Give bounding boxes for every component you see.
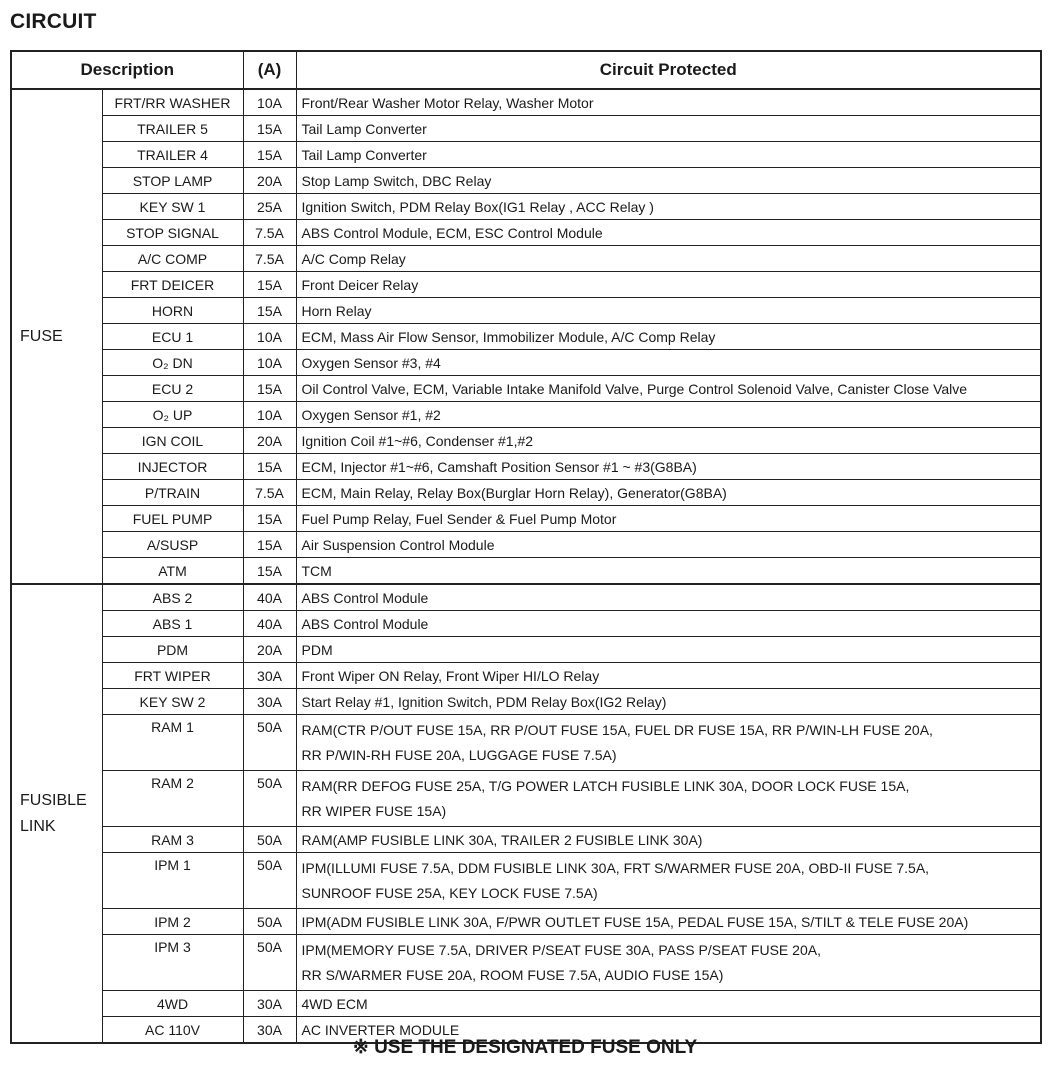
fuse-name: ECU 2	[102, 376, 243, 402]
fuse-ampere: 30A	[243, 991, 296, 1017]
table-row	[11, 991, 1041, 1017]
fuse-ampere: 7.5A	[243, 220, 296, 246]
table-row	[11, 715, 1041, 771]
page-title: CIRCUIT	[10, 10, 97, 33]
table-row	[11, 142, 1041, 168]
circuit-line: ABS Control Module	[301, 615, 429, 632]
circuit-line: 4WD ECM	[301, 995, 368, 1012]
circuit-line: RAM(AMP FUSIBLE LINK 30A, TRAILER 2 FUSIBLE LINK 30A)	[301, 831, 703, 848]
fuse-name: O₂ UP	[102, 402, 243, 428]
circuit-protected	[296, 827, 1041, 853]
header-description: Description	[11, 51, 243, 89]
fuse-ampere: 15A	[243, 142, 296, 168]
circuit-line: Oxygen Sensor #3, #4	[301, 354, 441, 371]
group-label: LINK	[20, 817, 56, 835]
table-row	[11, 853, 1041, 909]
circuit-protected	[296, 532, 1041, 558]
circuit-protected	[296, 991, 1041, 1017]
table-row	[11, 116, 1041, 142]
circuit-line: SUNROOF FUSE 25A, KEY LOCK FUSE 7.5A)	[301, 884, 598, 901]
circuit-line: Fuel Pump Relay, Fuel Sender & Fuel Pump Motor	[301, 510, 617, 527]
fuse-name: A/C COMP	[102, 246, 243, 272]
circuit-line: Stop Lamp Switch, DBC Relay	[301, 172, 492, 189]
fuse-name: FRT DEICER	[102, 272, 243, 298]
circuit-protected	[296, 402, 1041, 428]
fuse-name: A/SUSP	[102, 532, 243, 558]
table-row	[11, 689, 1041, 715]
circuit-line: RR S/WARMER FUSE 20A, ROOM FUSE 7.5A, AUDIO FUSE 15A)	[301, 966, 724, 983]
fuse-name: TRAILER 4	[102, 142, 243, 168]
fuse-name: KEY SW 1	[102, 194, 243, 220]
fuse-ampere: 15A	[243, 506, 296, 532]
table-row	[11, 324, 1041, 350]
circuit-line: ABS Control Module, ECM, ESC Control Module	[301, 224, 603, 241]
circuit-protected	[296, 935, 1041, 991]
fuse-name: IPM 1	[102, 853, 243, 909]
fuse-ampere: 10A	[243, 402, 296, 428]
fuse-name: RAM 3	[102, 827, 243, 853]
table-row	[11, 376, 1041, 402]
fuse-ampere: 30A	[243, 689, 296, 715]
circuit-protected	[296, 246, 1041, 272]
circuit-line: ECM, Main Relay, Relay Box(Burglar Horn Relay), Generator(G8BA)	[301, 484, 727, 501]
fuse-ampere: 20A	[243, 637, 296, 663]
header-circuit-protected: Circuit Protected	[296, 51, 1041, 89]
circuit-protected	[296, 853, 1041, 909]
fuse-name: ECU 1	[102, 324, 243, 350]
fuse-ampere: 15A	[243, 376, 296, 402]
circuit-protected	[296, 298, 1041, 324]
circuit-line: Tail Lamp Converter	[301, 146, 427, 163]
fuse-name: IPM 3	[102, 935, 243, 991]
table-row	[11, 428, 1041, 454]
fuse-name: IPM 2	[102, 909, 243, 935]
circuit-line: RAM(RR DEFOG FUSE 25A, T/G POWER LATCH FUSIBLE LINK 30A, DOOR LOCK FUSE 15A,	[301, 777, 910, 794]
table-row	[11, 350, 1041, 376]
table-row	[11, 246, 1041, 272]
fuse-name: P/TRAIN	[102, 480, 243, 506]
circuit-line: Ignition Switch, PDM Relay Box(IG1 Relay , ACC Relay )	[301, 198, 654, 215]
fuse-ampere: 7.5A	[243, 480, 296, 506]
fuse-name: 4WD	[102, 991, 243, 1017]
circuit-protected	[296, 168, 1041, 194]
circuit-protected	[296, 715, 1041, 771]
fuse-ampere: 10A	[243, 324, 296, 350]
table-row	[11, 532, 1041, 558]
circuit-line: Tail Lamp Converter	[301, 120, 427, 137]
fuse-ampere: 15A	[243, 272, 296, 298]
fuse-name: ABS 1	[102, 611, 243, 637]
circuit-protected	[296, 142, 1041, 168]
fuse-name: AC 110V	[102, 1017, 243, 1044]
fuse-name: STOP LAMP	[102, 168, 243, 194]
circuit-protected	[296, 480, 1041, 506]
circuit-line: Front Wiper ON Relay, Front Wiper HI/LO Relay	[301, 667, 600, 684]
table-row	[11, 558, 1041, 585]
fuse-name: FUEL PUMP	[102, 506, 243, 532]
table-row	[11, 771, 1041, 827]
circuit-protected	[296, 771, 1041, 827]
fuse-ampere: 50A	[243, 827, 296, 853]
circuit-protected	[296, 428, 1041, 454]
circuit-protected	[296, 663, 1041, 689]
circuit-protected	[296, 454, 1041, 480]
circuit-line: RR WIPER FUSE 15A)	[301, 802, 447, 819]
circuit-line: ECM, Injector #1~#6, Camshaft Position Sensor #1 ~ #3(G8BA)	[301, 458, 697, 475]
fuse-name: O₂ DN	[102, 350, 243, 376]
circuit-line: Front/Rear Washer Motor Relay, Washer Motor	[301, 94, 594, 111]
fuse-ampere: 50A	[243, 771, 296, 827]
fuse-name: KEY SW 2	[102, 689, 243, 715]
fuse-ampere: 25A	[243, 194, 296, 220]
circuit-protected	[296, 324, 1041, 350]
table-row	[11, 611, 1041, 637]
fuse-ampere: 50A	[243, 935, 296, 991]
table-row	[11, 402, 1041, 428]
fuse-ampere: 7.5A	[243, 246, 296, 272]
fuse-ampere: 30A	[243, 1017, 296, 1044]
table-row	[11, 168, 1041, 194]
fuse-ampere: 50A	[243, 853, 296, 909]
circuit-line: IPM(ADM FUSIBLE LINK 30A, F/PWR OUTLET FUSE 15A, PEDAL FUSE 15A, S/TILT & TELE FUSE 20A)	[301, 913, 969, 930]
circuit-line: PDM	[301, 641, 333, 658]
table-body	[11, 89, 1041, 1043]
fuse-ampere: 15A	[243, 532, 296, 558]
header-ampere: (A)	[243, 51, 296, 89]
fuse-name: TRAILER 5	[102, 116, 243, 142]
circuit-protected	[296, 637, 1041, 663]
circuit-line: IPM(MEMORY FUSE 7.5A, DRIVER P/SEAT FUSE 30A, PASS P/SEAT FUSE 20A,	[301, 941, 821, 958]
fuse-name: ATM	[102, 558, 243, 585]
circuit-protected	[296, 220, 1041, 246]
circuit-protected	[296, 506, 1041, 532]
fuse-name: STOP SIGNAL	[102, 220, 243, 246]
fuse-name: HORN	[102, 298, 243, 324]
circuit-line: A/C Comp Relay	[301, 250, 406, 267]
fuse-name: ABS 2	[102, 584, 243, 611]
table-row	[11, 89, 1041, 116]
table-row	[11, 194, 1041, 220]
fuse-ampere: 20A	[243, 428, 296, 454]
fuse-ampere: 10A	[243, 89, 296, 116]
fuse-ampere: 10A	[243, 350, 296, 376]
table-row	[11, 663, 1041, 689]
circuit-protected	[296, 558, 1041, 585]
fuse-ampere: 30A	[243, 663, 296, 689]
table-row	[11, 637, 1041, 663]
fuse-ampere: 15A	[243, 298, 296, 324]
circuit-line: RAM(CTR P/OUT FUSE 15A, RR P/OUT FUSE 15A, FUEL DR FUSE 15A, RR P/WIN-LH FUSE 20A,	[301, 721, 933, 738]
circuit-line: TCM	[301, 562, 332, 579]
circuit-line: Start Relay #1, Ignition Switch, PDM Relay Box(IG2 Relay)	[301, 693, 667, 710]
fuse-name: IGN COIL	[102, 428, 243, 454]
circuit-protected	[296, 272, 1041, 298]
table-row	[11, 220, 1041, 246]
circuit-line: ECM, Mass Air Flow Sensor, Immobilizer Module, A/C Comp Relay	[301, 328, 716, 345]
table-row	[11, 298, 1041, 324]
fuse-ampere: 15A	[243, 454, 296, 480]
table-row	[11, 480, 1041, 506]
table-row	[11, 272, 1041, 298]
fuse-name: RAM 2	[102, 771, 243, 827]
table-row	[11, 506, 1041, 532]
circuit-line: Horn Relay	[301, 302, 372, 319]
fuse-ampere: 40A	[243, 584, 296, 611]
fuse-ampere: 40A	[243, 611, 296, 637]
table-row	[11, 935, 1041, 991]
circuit-protected	[296, 194, 1041, 220]
circuit-line: Oil Control Valve, ECM, Variable Intake Manifold Valve, Purge Control Solenoid Valve, Canister Close Valve	[301, 380, 968, 397]
circuit-table	[10, 50, 1042, 1044]
fuse-ampere: 50A	[243, 909, 296, 935]
fuse-name: RAM 1	[102, 715, 243, 771]
fuse-ampere: 15A	[243, 116, 296, 142]
fuse-name: FRT/RR WASHER	[102, 89, 243, 116]
circuit-line: Ignition Coil #1~#6, Condenser #1,#2	[301, 432, 534, 449]
circuit-line: RR P/WIN-RH FUSE 20A, LUGGAGE FUSE 7.5A)	[301, 746, 617, 763]
circuit-protected	[296, 584, 1041, 611]
fuse-ampere: 20A	[243, 168, 296, 194]
circuit-protected	[296, 376, 1041, 402]
fuse-name: INJECTOR	[102, 454, 243, 480]
circuit-protected	[296, 611, 1041, 637]
table-row	[11, 827, 1041, 853]
fuse-name: PDM	[102, 637, 243, 663]
table-header-row	[11, 51, 1041, 89]
group-fusible-link	[11, 584, 102, 1043]
circuit-protected	[296, 909, 1041, 935]
circuit-protected	[296, 350, 1041, 376]
circuit-line: Oxygen Sensor #1, #2	[301, 406, 441, 423]
circuit-protected	[296, 89, 1041, 116]
circuit-line: Front Deicer Relay	[301, 276, 419, 293]
table-row	[11, 909, 1041, 935]
fuse-ampere: 50A	[243, 715, 296, 771]
circuit-protected	[296, 116, 1041, 142]
group-fuse	[11, 89, 102, 584]
fuse-name: FRT WIPER	[102, 663, 243, 689]
footer-note: ※ USE THE DESIGNATED FUSE ONLY	[352, 1037, 698, 1058]
group-label: FUSIBLE	[20, 791, 87, 809]
table-row	[11, 454, 1041, 480]
circuit-line: AC INVERTER MODULE	[301, 1021, 460, 1038]
table-row	[11, 584, 1041, 611]
circuit-line: Air Suspension Control Module	[301, 536, 495, 553]
group-label: FUSE	[20, 327, 63, 345]
fuse-ampere: 15A	[243, 558, 296, 585]
circuit-protected	[296, 689, 1041, 715]
circuit-line: IPM(ILLUMI FUSE 7.5A, DDM FUSIBLE LINK 30A, FRT S/WARMER FUSE 20A, OBD-II FUSE 7.5A,	[301, 859, 930, 876]
circuit-line: ABS Control Module	[301, 589, 429, 606]
